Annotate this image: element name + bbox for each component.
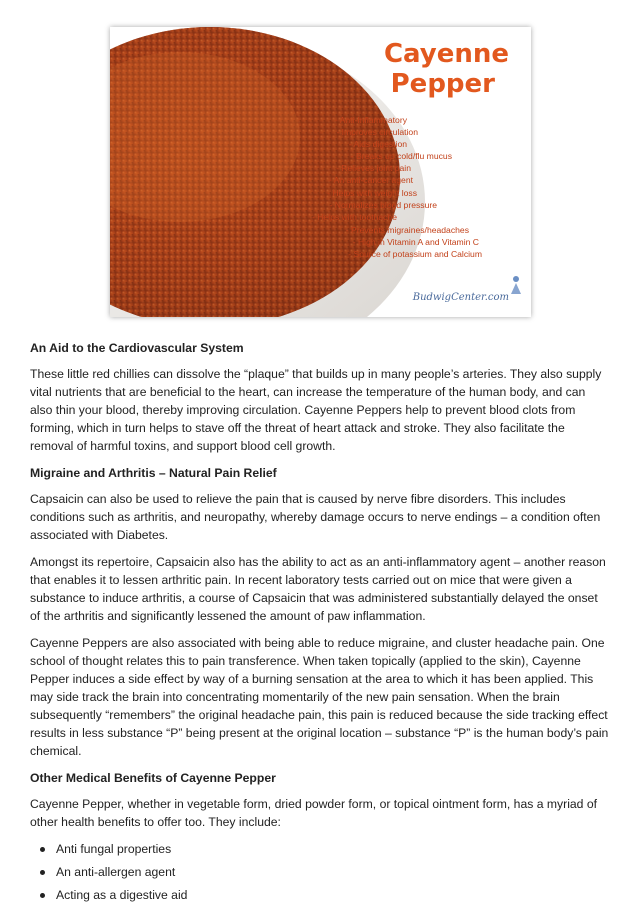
paragraph: Capsaicin can also be used to relieve the pain that is caused by nerve fibre disorders. This includes conditions such as arthritis, and neuropathy, whereby damage occurs to nerve endings – a condition often associated with Diabetes. [30,492,601,542]
benefit-item: - Prevents migraines/headaches [345,225,469,235]
benefit-item: - Source of potassium and Calcium [348,249,482,259]
paragraph: Cayenne Peppers are also associated with being able to reduce migraine, and cluster headache pain. One school of thought relates this to pain transference. When taken topically (applied to the skin), Cayenne Pepper induces a side effect by way of a burning sensation at the area to which it has been applied. This may side track the brain into concentrating momentarily of the new pain sensation. When the brain subsequently “remembers” the original headache pain, this pain is reduced because the side tracking effect results in less substance “P” being present at the original location – substance “P” is the human body’s pain chemical. [30,636,609,758]
list-item: An anti-allergen agent [30,863,610,881]
benefit-item: - An anti-cancer agent [328,175,413,185]
list-item: Acting as a digestive aid [30,886,610,904]
benefit-item: - Anti-Inflammatory [334,115,407,125]
hero-image [110,27,531,317]
paragraph: Cayenne Pepper, whether in vegetable form, dried powder form, or topical ointment form, has a myriad of other health benefits to offer too. They include: [30,797,598,829]
benefit-item: - Breaks up cold/flu mucus [350,151,452,161]
section-heading-cardiovascular: An Aid to the Cardiovascular System [30,341,244,355]
hero-title-line1: Cayenne [383,39,509,69]
list-item: Anti fungal properties [30,840,610,858]
benefit-item: - Relieves joint pain [336,163,411,173]
hero-title-line2: Pepper [390,69,495,99]
benefit-item: - Normalizes blood pressure [329,200,437,210]
brand-watermark: BudwigCenter.com [412,292,509,303]
benefit-item: - Improves circulation [336,127,418,137]
figure-logo-icon [509,275,523,295]
paragraph: Amongst its repertoire, Capsaicin also has the ability to act as an anti-inflammatory agent – another reason that enables it to lessen arthritic pain. In recent laboratory tests carried out on mice that were given a substance to induce arthritis, a course of Capsaicin that was administered substantially delayed the onset of the arthritis and significantly lessened the amount of paw inflammation. [30,555,606,623]
benefits-bullet-list [30,840,610,904]
paragraph: These little red chillies can dissolve the “plaque” that builds up in many people’s arteries. They also supply vital nutrients that are beneficial to the heart, can increase the temperature of the human body, and can also thin your blood, thereby improving circulation. Cayenne Peppers help to prevent blood clots from forming, which in turn helps to stave off the threat of heart attack and stroke. They also facilitate the removal of harmful toxins, and support blood cell growth. [30,367,602,453]
benefit-item: - Helps with toothache [311,212,397,222]
section-heading-migraine-arthritis: Migraine and Arthritis – Natural Pain Relief [30,466,277,480]
section-heading-other-benefits: Other Medical Benefits of Cayenne Pepper [30,771,276,785]
benefit-list [110,27,531,317]
article-body [30,339,610,909]
benefit-item: - High in Vitamin A and Vitamin C [352,237,479,247]
benefit-item: - Helps with weight loss [327,188,417,198]
benefit-item: - Aids digestion [348,139,407,149]
